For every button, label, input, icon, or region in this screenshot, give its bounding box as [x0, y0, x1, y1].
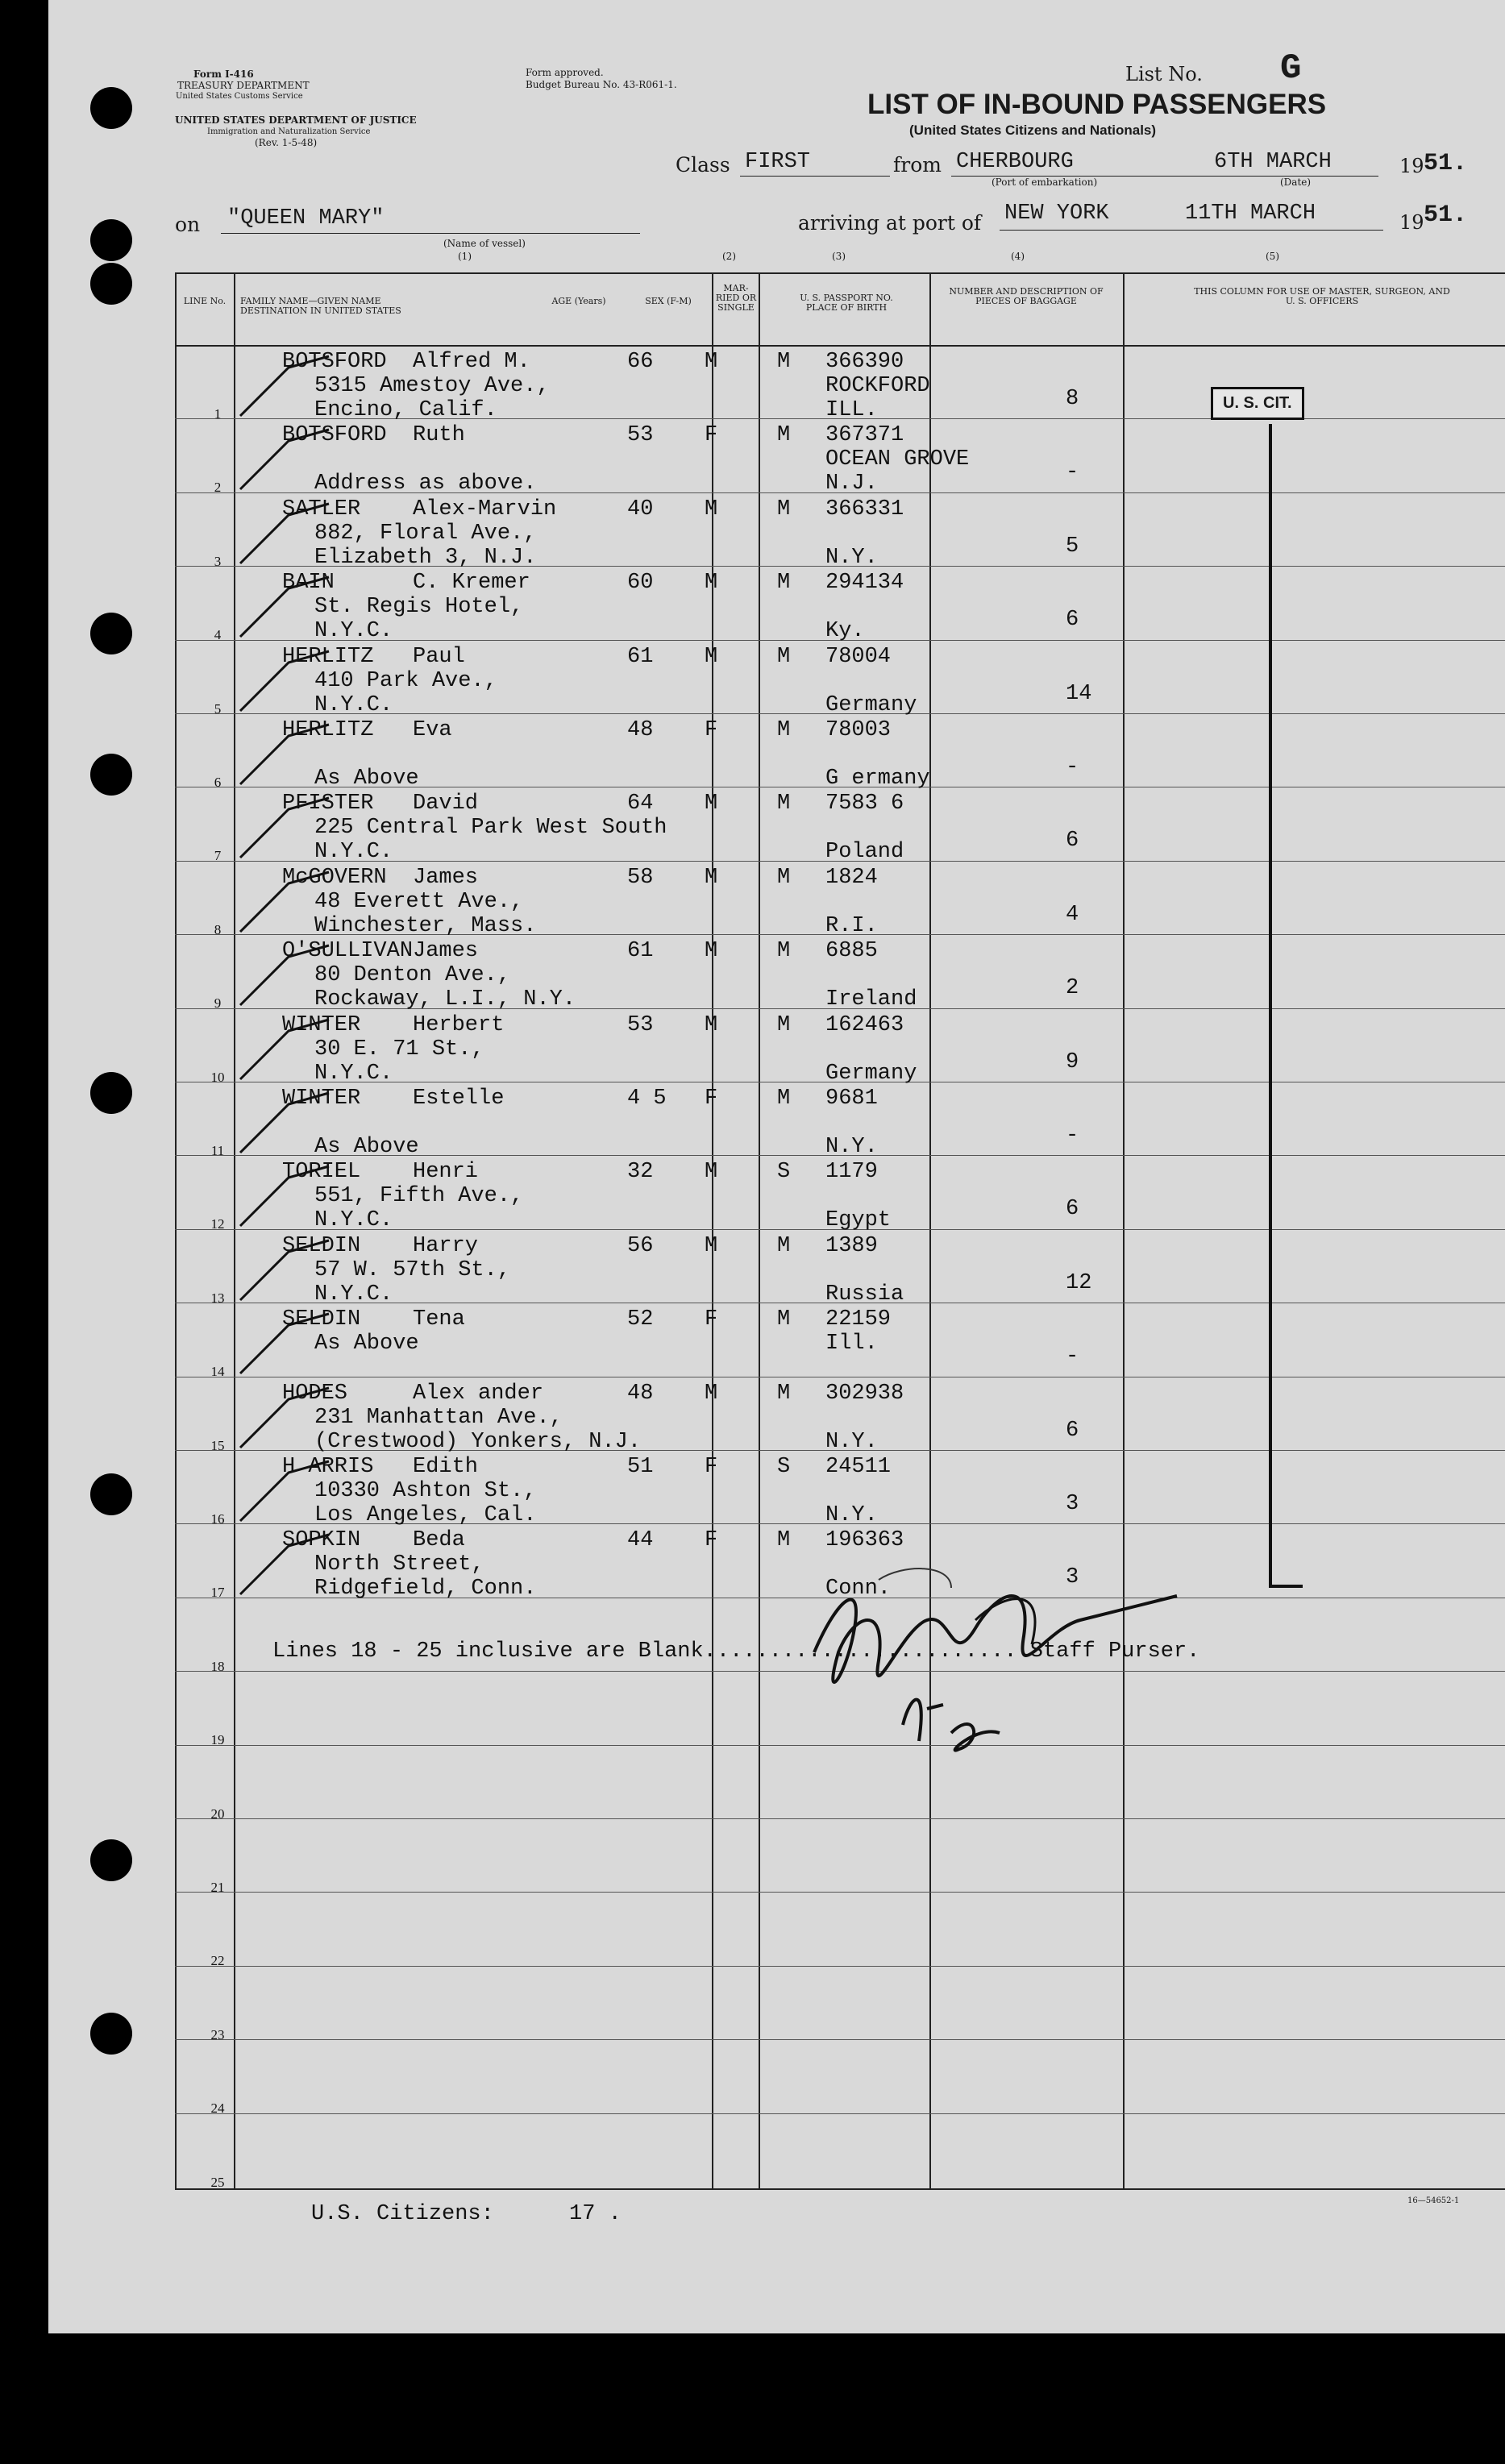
- line-number: 10: [210, 1070, 225, 1085]
- on-label: on: [175, 213, 201, 236]
- sex: M: [705, 1382, 718, 1406]
- passport-number: 7583 6: [825, 792, 904, 816]
- punch-hole: [90, 613, 132, 654]
- class-label: Class: [676, 153, 730, 177]
- marital-status: M: [777, 1234, 791, 1258]
- header-officers: THIS COLUMN FOR USE OF MASTER, SURGEON, AND U. S. OFFICERS: [1194, 286, 1450, 306]
- baggage-count: 8: [1066, 387, 1079, 411]
- vessel-caption: (Name of vessel): [443, 238, 526, 249]
- line-number: 5: [214, 701, 222, 717]
- address-line-2: (Crestwood) Yonkers, N.J.: [314, 1430, 642, 1454]
- birth-place-2: N.Y.: [825, 1503, 878, 1527]
- arrival-year: 51.: [1424, 202, 1468, 229]
- arrival-date: 11TH MARCH: [1185, 202, 1316, 226]
- baggage-count: -: [1066, 755, 1079, 779]
- family-name: SOPKIN: [282, 1528, 361, 1552]
- family-name: PFISTER: [282, 792, 374, 816]
- passport-number: 6885: [825, 939, 878, 963]
- justice-dept: UNITED STATES DEPARTMENT OF JUSTICE: [175, 114, 417, 126]
- address-line-1: 225 Central Park West South: [314, 816, 667, 840]
- row-divider: [175, 1966, 1505, 1967]
- sex: F: [705, 1087, 718, 1111]
- line-number: 19: [210, 1732, 225, 1747]
- age: 53: [627, 1013, 654, 1037]
- embark-caption: (Port of embarkation): [992, 177, 1098, 188]
- passport-number: 22159: [825, 1307, 892, 1332]
- given-name: James: [413, 939, 479, 963]
- line-number: 12: [210, 1216, 225, 1232]
- address-line-2: Los Angeles, Cal.: [314, 1503, 537, 1527]
- col-num-4: (4): [1011, 251, 1025, 262]
- birth-place-2: Ireland: [825, 987, 917, 1012]
- customs-service: United States Customs Service: [176, 92, 303, 101]
- punch-hole: [90, 754, 132, 796]
- sex: F: [705, 1528, 718, 1552]
- baggage-count: 6: [1066, 829, 1079, 853]
- date-caption: (Date): [1280, 177, 1312, 188]
- sex: M: [705, 1160, 718, 1184]
- check-mark-icon: [232, 1309, 353, 1382]
- baggage-count: 2: [1066, 976, 1079, 1000]
- embark-date: 6TH MARCH: [1214, 150, 1332, 174]
- line-number: 6: [214, 775, 222, 790]
- baggage-count: 9: [1066, 1050, 1079, 1074]
- birth-place-1: OCEAN GROVE: [825, 447, 970, 472]
- family-name: SATLER: [282, 497, 361, 521]
- baggage-count: 12: [1066, 1271, 1092, 1295]
- us-citizens-label: U.S. Citizens:: [311, 2202, 494, 2226]
- sex: F: [705, 718, 718, 742]
- address-line-1: 882, Floral Ave.,: [314, 521, 537, 546]
- passport-number: 367371: [825, 423, 904, 447]
- given-name: Henri: [413, 1160, 479, 1184]
- punch-hole: [90, 87, 132, 129]
- header-age: AGE (Years): [551, 296, 606, 306]
- line-number: 13: [210, 1290, 225, 1306]
- line-number: 21: [210, 1880, 225, 1895]
- given-name: Estelle: [413, 1087, 505, 1111]
- header-sex: SEX (F-M): [645, 296, 692, 306]
- given-name: Paul: [413, 645, 465, 669]
- check-mark-icon: [232, 1456, 353, 1529]
- header-passport: U. S. PASSPORT NO. PLACE OF BIRTH: [800, 293, 893, 313]
- family-name: HODES: [282, 1382, 348, 1406]
- col-num-3: (3): [832, 251, 846, 262]
- birth-place-2: G ermany: [825, 767, 930, 791]
- blank-lines-note: Lines 18 - 25 inclusive are Blank........................ Staff Purser.: [272, 1639, 1200, 1664]
- age: 40: [627, 497, 654, 521]
- sex: M: [705, 866, 718, 890]
- address-line-2: As Above: [314, 1135, 419, 1159]
- baggage-count: -: [1066, 1124, 1079, 1148]
- age: 32: [627, 1160, 654, 1184]
- given-name: Alex ander: [413, 1382, 544, 1406]
- given-name: Beda: [413, 1528, 465, 1552]
- from-label: from: [893, 153, 942, 177]
- check-mark-icon: [232, 720, 353, 792]
- sex: M: [705, 792, 718, 816]
- age: 56: [627, 1234, 654, 1258]
- family-name: WINTER: [282, 1087, 361, 1111]
- vessel-name: "QUEEN MARY": [227, 206, 385, 231]
- baggage-count: 4: [1066, 903, 1079, 927]
- age: 66: [627, 350, 654, 374]
- line-number: 4: [214, 627, 222, 642]
- family-name: TORIEL: [282, 1160, 361, 1184]
- given-name: Herbert: [413, 1013, 505, 1037]
- list-number-label: List No.: [1125, 63, 1203, 85]
- row-divider: [175, 1892, 1505, 1893]
- sex: M: [705, 645, 718, 669]
- marital-status: M: [777, 571, 791, 595]
- line-number: 20: [210, 1806, 225, 1822]
- line-number: 23: [210, 2027, 225, 2042]
- citizen-bracket-foot: [1269, 1585, 1303, 1588]
- birth-place-2: Poland: [825, 840, 904, 864]
- punch-hole: [90, 219, 132, 261]
- line-number: 7: [214, 848, 222, 863]
- form-subtitle: (United States Citizens and Nationals): [909, 123, 1157, 138]
- passport-number: 302938: [825, 1382, 904, 1406]
- line-number: 2: [214, 480, 222, 495]
- sex: M: [705, 571, 718, 595]
- punch-hole: [90, 1072, 132, 1114]
- line-number: 3: [214, 554, 222, 569]
- address-line-1: 5315 Amestoy Ave.,: [314, 374, 550, 398]
- row-divider: [175, 1818, 1505, 1819]
- check-mark-icon: [232, 499, 353, 571]
- marital-status: S: [777, 1455, 791, 1479]
- line-number: 11: [210, 1143, 225, 1158]
- check-mark-icon: [232, 1015, 353, 1087]
- address-line-2: Ridgefield, Conn.: [314, 1577, 537, 1601]
- line-number: 1: [214, 406, 222, 422]
- marital-status: M: [777, 350, 791, 374]
- address-line-2: N.Y.C.: [314, 619, 393, 643]
- year-prefix-2: 19: [1399, 211, 1424, 234]
- family-name: BOTSFORD: [282, 423, 387, 447]
- marital-status: S: [777, 1160, 791, 1184]
- check-mark-icon: [232, 351, 353, 424]
- marital-status: M: [777, 645, 791, 669]
- given-name: Alex-Marvin: [413, 497, 557, 521]
- birth-place-2: N.J.: [825, 472, 878, 496]
- line-number: 22: [210, 1953, 225, 1968]
- passport-number: 1389: [825, 1234, 878, 1258]
- passport-number: 1824: [825, 866, 878, 890]
- address-line-1: North Street,: [314, 1552, 484, 1577]
- form-approved: Form approved.: [526, 67, 604, 78]
- marital-status: M: [777, 866, 791, 890]
- birth-place-2: Conn.: [825, 1577, 892, 1601]
- baggage-count: 3: [1066, 1565, 1079, 1589]
- age: 64: [627, 792, 654, 816]
- family-name: SELDIN: [282, 1234, 361, 1258]
- address-line-2: N.Y.C.: [314, 1282, 393, 1307]
- age: 52: [627, 1307, 654, 1332]
- budget-bureau: Budget Bureau No. 43-R061-1.: [526, 79, 677, 90]
- line-number: 15: [210, 1438, 225, 1453]
- check-mark-icon: [232, 1236, 353, 1308]
- embark-year: 51.: [1424, 150, 1468, 177]
- sex: F: [705, 423, 718, 447]
- check-mark-icon: [232, 1383, 353, 1456]
- form-number: Form I-416: [193, 69, 254, 80]
- age: 58: [627, 866, 654, 890]
- passport-number: 1179: [825, 1160, 878, 1184]
- baggage-count: 6: [1066, 608, 1079, 632]
- address-line-2: N.Y.C.: [314, 1062, 393, 1086]
- marital-status: M: [777, 1013, 791, 1037]
- birth-place-2: Germany: [825, 693, 917, 717]
- baggage-count: 6: [1066, 1197, 1079, 1221]
- address-line-1: As Above: [314, 1332, 419, 1356]
- birth-place-2: R.I.: [825, 914, 878, 938]
- arriving-label: arriving at port of: [798, 211, 982, 235]
- address-line-1: 551, Fifth Ave.,: [314, 1184, 524, 1208]
- line-number: 9: [214, 995, 222, 1011]
- age: 48: [627, 718, 654, 742]
- address-line-1: 30 E. 71 St.,: [314, 1037, 484, 1062]
- passport-number: 9681: [825, 1087, 878, 1111]
- line-number: 24: [210, 2100, 225, 2116]
- address-line-2: N.Y.C.: [314, 693, 393, 717]
- purser-signature: [790, 1531, 1241, 1773]
- manifest-page: [48, 0, 1505, 2333]
- birth-place-2: N.Y.: [825, 1135, 878, 1159]
- check-mark-icon: [232, 1530, 353, 1602]
- birth-place-2: Russia: [825, 1282, 904, 1307]
- us-citizen-stamp: U. S. CIT.: [1211, 387, 1304, 420]
- age: 61: [627, 645, 654, 669]
- family-name: BAIN: [282, 571, 335, 595]
- age: 44: [627, 1528, 654, 1552]
- marital-status: M: [777, 423, 791, 447]
- punch-hole: [90, 2013, 132, 2055]
- check-mark-icon: [232, 425, 353, 497]
- address-line-1: St. Regis Hotel,: [314, 595, 524, 619]
- marital-status: M: [777, 718, 791, 742]
- address-line-2: As Above: [314, 767, 419, 791]
- address-line-2: Encino, Calif.: [314, 398, 497, 422]
- birth-place-1: ROCKFORD: [825, 374, 930, 398]
- arrival-port: NEW YORK: [1004, 202, 1109, 226]
- family-name: McGOVERN: [282, 866, 387, 890]
- age: 61: [627, 939, 654, 963]
- address-line-2: Elizabeth 3, N.J.: [314, 546, 537, 570]
- passport-number: 78004: [825, 645, 892, 669]
- baggage-count: -: [1066, 1344, 1079, 1369]
- family-name: WINTER: [282, 1013, 361, 1037]
- us-citizens-count: 17 .: [569, 2202, 622, 2226]
- given-name: Ruth: [413, 423, 465, 447]
- row-divider: [175, 2113, 1505, 2114]
- birth-place-2: Germany: [825, 1062, 917, 1086]
- baggage-count: 3: [1066, 1492, 1079, 1516]
- address-line-1: 410 Park Ave.,: [314, 669, 497, 693]
- baggage-count: 6: [1066, 1419, 1079, 1443]
- line-number: 14: [210, 1364, 225, 1379]
- given-name: David: [413, 792, 479, 816]
- address-line-2: Winchester, Mass.: [314, 914, 537, 938]
- birth-place-2: N.Y.: [825, 1430, 878, 1454]
- punch-hole: [90, 1839, 132, 1881]
- line-number: 25: [210, 2175, 225, 2190]
- age: 48: [627, 1382, 654, 1406]
- address-line-1: 10330 Ashton St.,: [314, 1479, 537, 1503]
- age: 51: [627, 1455, 654, 1479]
- sex: M: [705, 939, 718, 963]
- citizen-bracket-line: [1269, 424, 1272, 1588]
- given-name: Harry: [413, 1234, 479, 1258]
- passport-number: 366390: [825, 350, 904, 374]
- sex: M: [705, 1013, 718, 1037]
- passport-number: 24511: [825, 1455, 892, 1479]
- address-line-2: N.Y.C.: [314, 1208, 393, 1232]
- address-line-2: Rockaway, L.I., N.Y.: [314, 987, 576, 1012]
- marital-status: M: [777, 1382, 791, 1406]
- sex: F: [705, 1455, 718, 1479]
- col-num-5: (5): [1266, 251, 1279, 262]
- sex: M: [705, 497, 718, 521]
- family-name: HERLITZ: [282, 718, 374, 742]
- ins-service: Immigration and Naturalization Service: [207, 127, 371, 136]
- passport-number: 196363: [825, 1528, 904, 1552]
- check-mark-icon: [232, 646, 353, 719]
- check-mark-icon: [232, 1088, 353, 1161]
- baggage-count: -: [1066, 460, 1079, 484]
- given-name: James: [413, 866, 479, 890]
- punch-hole: [90, 1473, 132, 1515]
- check-mark-icon: [232, 1161, 353, 1234]
- baggage-count: 14: [1066, 682, 1092, 706]
- passport-number: 78003: [825, 718, 892, 742]
- line-number: 18: [210, 1659, 225, 1674]
- row-divider: [175, 2039, 1505, 2040]
- address-line-1: 80 Denton Ave.,: [314, 963, 511, 987]
- address-line-1: 48 Everett Ave.,: [314, 890, 524, 914]
- marital-status: M: [777, 1087, 791, 1111]
- given-name: Eva: [413, 718, 452, 742]
- header-baggage: NUMBER AND DESCRIPTION OF PIECES OF BAGGAGE: [949, 286, 1104, 306]
- passport-number: 366331: [825, 497, 904, 521]
- passport-number: 162463: [825, 1013, 904, 1037]
- address-line-1: 231 Manhattan Ave.,: [314, 1406, 563, 1430]
- family-name: SELDIN: [282, 1307, 361, 1332]
- line-number: 8: [214, 922, 222, 937]
- line-number: 17: [210, 1585, 225, 1600]
- given-name: C. Kremer: [413, 571, 530, 595]
- list-number: G: [1280, 48, 1302, 89]
- treasury-dept: TREASURY DEPARTMENT: [177, 80, 310, 91]
- punch-hole: [90, 263, 132, 305]
- baggage-count: 5: [1066, 534, 1079, 559]
- birth-place-2: Ky.: [825, 619, 865, 643]
- sex: M: [705, 350, 718, 374]
- family-name: HERLITZ: [282, 645, 374, 669]
- check-mark-icon: [232, 941, 353, 1013]
- given-name: Tena: [413, 1307, 465, 1332]
- header-married: MAR-RIED OR SINGLE: [715, 283, 757, 313]
- birth-place-1: Ill.: [825, 1332, 878, 1356]
- check-mark-icon: [232, 793, 353, 866]
- form-title: LIST OF IN-BOUND PASSENGERS: [867, 89, 1327, 120]
- address-line-2: Address as above.: [314, 472, 537, 496]
- age: 4 5: [627, 1087, 667, 1111]
- family-name: H ARRIS: [282, 1455, 374, 1479]
- port-of-embarkation: CHERBOURG: [956, 150, 1074, 174]
- year-prefix: 19: [1399, 155, 1424, 177]
- marital-status: M: [777, 792, 791, 816]
- col-num-2: (2): [722, 251, 736, 262]
- check-mark-icon: [232, 572, 353, 645]
- marital-status: M: [777, 497, 791, 521]
- class-value: FIRST: [745, 150, 811, 174]
- marital-status: M: [777, 939, 791, 963]
- marital-status: M: [777, 1528, 791, 1552]
- address-line-1: 57 W. 57th St.,: [314, 1258, 511, 1282]
- sex: F: [705, 1307, 718, 1332]
- birth-place-2: N.Y.: [825, 546, 878, 570]
- birth-place-2: Egypt: [825, 1208, 892, 1232]
- given-name: Edith: [413, 1455, 479, 1479]
- marital-status: M: [777, 1307, 791, 1332]
- age: 60: [627, 571, 654, 595]
- family-name: O'SULLIVAN: [282, 939, 414, 963]
- family-name: BOTSFORD: [282, 350, 387, 374]
- print-code: 16—54652-1: [1407, 2196, 1460, 2205]
- check-mark-icon: [232, 867, 353, 940]
- line-number: 16: [210, 1511, 225, 1527]
- header-line-no: LINE No.: [183, 296, 227, 306]
- header-name: FAMILY NAME—GIVEN NAME DESTINATION IN UNITED STATES: [240, 296, 401, 316]
- revision: (Rev. 1-5-48): [255, 137, 318, 148]
- sex: M: [705, 1234, 718, 1258]
- passport-number: 294134: [825, 571, 904, 595]
- given-name: Alfred M.: [413, 350, 530, 374]
- address-line-2: N.Y.C.: [314, 840, 393, 864]
- age: 53: [627, 423, 654, 447]
- col-num-1: (1): [458, 251, 472, 262]
- birth-place-2: ILL.: [825, 398, 878, 422]
